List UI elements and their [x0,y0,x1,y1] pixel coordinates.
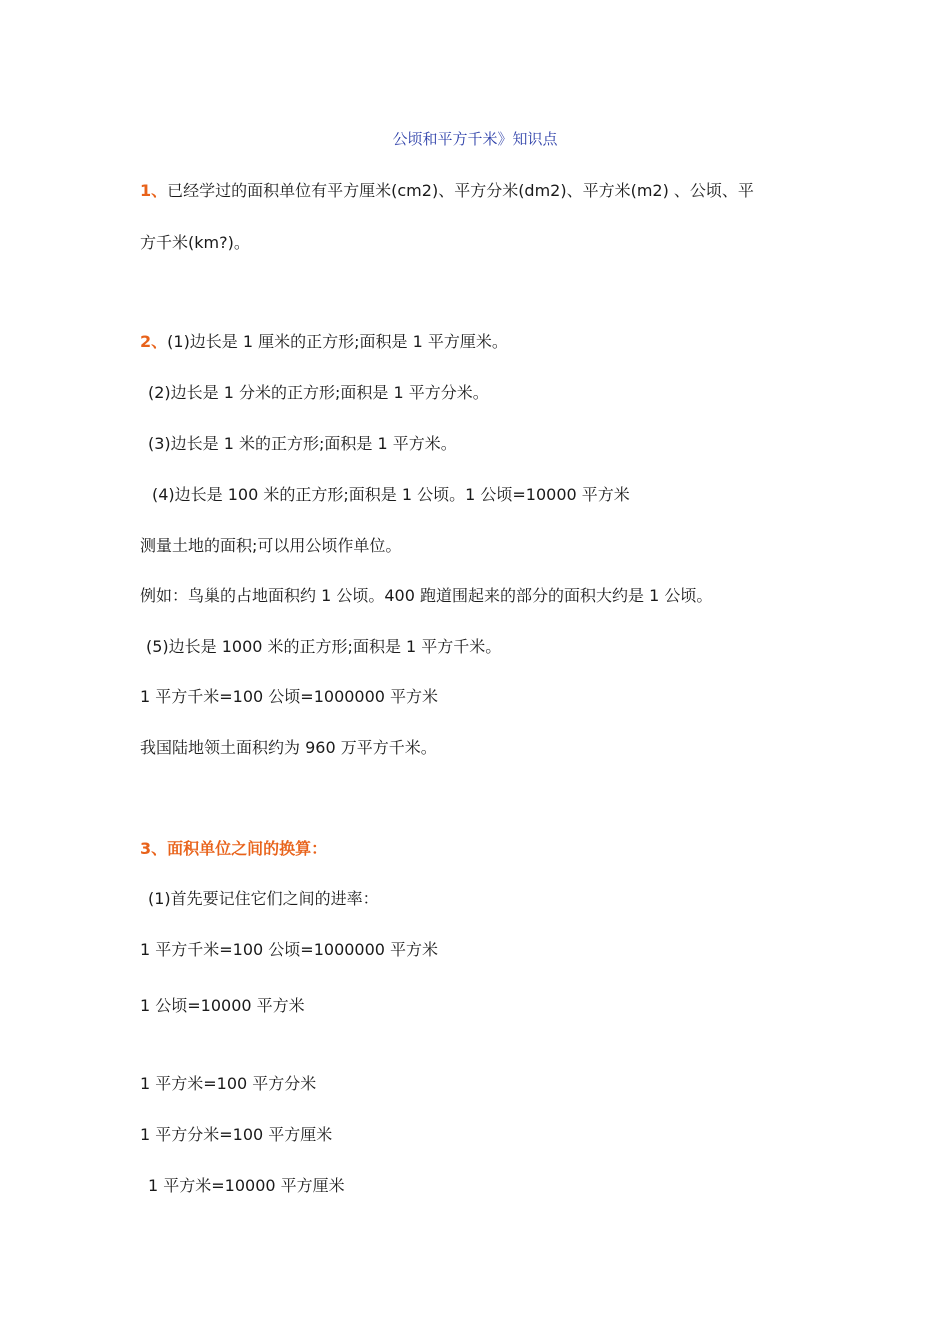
section2-note3: 我国陆地领土面积约为 960 万平方千米。 [140,738,437,757]
section2-item4: (4)边长是 100 米的正方形;面积是 1 公顷。1 公顷=10000 平方米 [152,485,630,504]
section2-note2: 例如：鸟巢的占地面积约 1 公顷。400 跑道围起来的部分的面积大约是 1 公顷。 [140,586,713,605]
section3-heading: 3、面积单位之间的换算： [140,839,328,858]
section2-item2: (2)边长是 1 分米的正方形;面积是 1 平方分米。 [148,383,489,402]
section1-line2: 方千米(km?)。 [140,233,250,252]
section1-text1: 已经学过的面积单位有平方厘米(cm2)、平方分米(dm2)、平方米(m2) 、公顷、平 [167,181,754,200]
section3-eq2: 1 公顷=10000 平方米 [140,996,305,1015]
section2-item1-line [140,331,508,353]
section2-number: 2、 [140,332,168,351]
section1-number: 1、 [140,181,168,200]
section1-line1 [140,180,754,202]
section3-eq5: 1 平方米=10000 平方厘米 [148,1176,345,1195]
document-title: 公顷和平方千米》知识点 [392,130,558,148]
section2-item5: (5)边长是 1000 米的正方形;面积是 1 平方千米。 [146,637,502,656]
section2-eq1: 1 平方千米=100 公顷=1000000 平方米 [140,687,439,706]
section2-item3: (3)边长是 1 米的正方形;面积是 1 平方米。 [148,434,457,453]
section2-note1: 测量土地的面积;可以用公顷作单位。 [140,536,402,555]
section3-eq1: 1 平方千米=100 公顷=1000000 平方米 [140,940,439,959]
section3-intro: (1)首先要记住它们之间的进率： [148,889,379,908]
section3-eq4: 1 平方分米=100 平方厘米 [140,1125,333,1144]
section2-item1: (1)边长是 1 厘米的正方形;面积是 1 平方厘米。 [167,332,508,351]
section3-eq3: 1 平方米=100 平方分米 [140,1074,317,1093]
